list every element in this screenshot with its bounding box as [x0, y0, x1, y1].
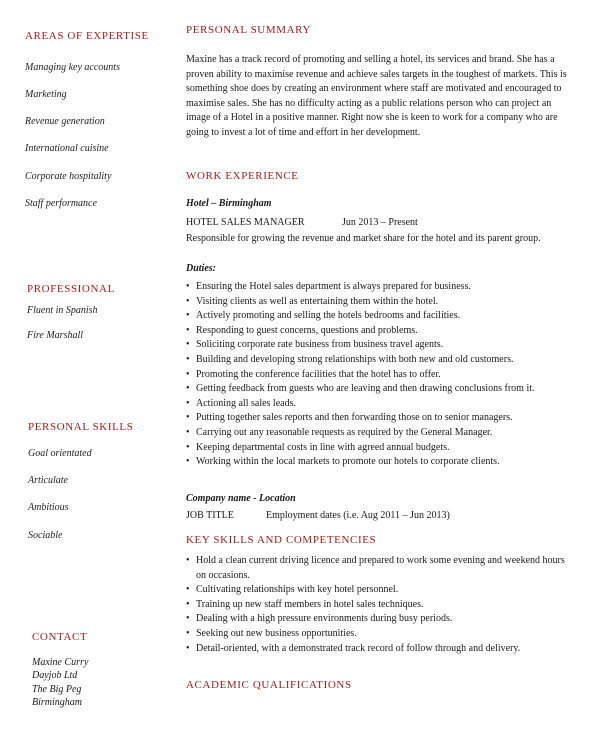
contact-heading: CONTACT	[32, 631, 88, 643]
work-experience-heading: WORK EXPERIENCE	[186, 170, 299, 182]
contact-list	[32, 656, 88, 710]
key-skill-item: • Hold a clean current driving licence and prepared to work some evening and weekend hours on occasions.	[186, 554, 566, 583]
job2-employer: Company name - Location	[186, 493, 296, 504]
key-skill-item: • Training up new staff members in hotel sales techniques.	[186, 598, 586, 613]
expertise-item: Staff performance	[25, 198, 97, 209]
skills-item: Sociable	[28, 530, 63, 541]
contact-name: Maxine Curry	[32, 657, 89, 668]
duty-item: • Soliciting corporate rate business from business travel agents.	[186, 338, 586, 353]
key-skill-item: • Cultivating relationships with key hotel personnel.	[186, 583, 586, 598]
expertise-heading: AREAS OF EXPERTISE	[25, 30, 149, 42]
professional-item: Fire Marshall	[27, 330, 84, 341]
duty-item: • Putting together sales reports and then forwarding those on to senior managers.	[186, 411, 586, 426]
skills-item: Articulate	[28, 475, 68, 486]
professional-heading: PROFESSIONAL	[27, 283, 115, 295]
duty-item: • Visiting clients as well as entertaining them within the hotel.	[186, 295, 586, 310]
expertise-item: Managing key accounts	[25, 62, 120, 73]
job2-title-row	[186, 510, 450, 521]
key-skills-list	[186, 554, 586, 656]
duty-item: • Ensuring the Hotel sales department is always prepared for business.	[186, 280, 586, 295]
duty-item: • Actioning all sales leads.	[186, 397, 586, 412]
job1-dates: Jun 2013 – Present	[342, 217, 418, 228]
job1-title-row	[186, 217, 418, 228]
job1-responsibility: Responsible for growing the revenue and market share for the hotel and its parent group.	[186, 233, 541, 244]
duty-item: • Actively promoting and selling the hotels bedrooms and facilities.	[186, 309, 586, 324]
summary-text: Maxine has a track record of promoting and selling a hotel, its services and brand. She has a proven ability to maximise revenue and achieve sales targets in the toughest of markets. This is something shoe does by creating an environment where staff are motivated and encouraged to maximise sales. She has no difficulty acting as a public relations person who can project an image of a Hotel in a positive manner. Right now she is keen to work for a company who are going to invest a lot of time and effort in her development.	[186, 54, 567, 138]
duty-item: • Keeping departmental costs in line with agreed annual budgets.	[186, 441, 586, 456]
duties-label: Duties:	[186, 263, 216, 274]
expertise-item: Revenue generation	[25, 116, 105, 127]
job2-title: JOB TITLE	[186, 510, 234, 521]
duties-list	[186, 280, 586, 470]
expertise-item: Marketing	[25, 89, 67, 100]
skills-item: Goal orientated	[28, 448, 92, 459]
academic-heading: ACADEMIC QUALIFICATIONS	[186, 679, 352, 691]
key-skill-item: • Dealing with a high pressure environments during busy periods.	[186, 612, 586, 627]
job1-title: HOTEL SALES MANAGER	[186, 217, 305, 228]
contact-address: The Big Peg	[32, 683, 82, 695]
job2-dates: Employment dates (i.e. Aug 2011 – Jun 2013)	[266, 510, 450, 521]
job1-employer: Hotel – Birmingham	[186, 198, 272, 209]
summary-heading: PERSONAL SUMMARY	[186, 24, 312, 36]
duty-item: • Building and developing strong relationships with both new and old customers.	[186, 353, 586, 368]
key-skill-item: • Detail-oriented, with a demonstrated track record of follow through and delivery.	[186, 642, 586, 657]
contact-company: Dayjob Ltd	[32, 670, 78, 682]
professional-item: Fluent in Spanish	[27, 305, 98, 316]
duty-item: • Responding to guest concerns, questions and problems.	[186, 324, 586, 339]
duty-item: • Getting feedback from guests who are leaving and then drawing conclusions from it.	[186, 382, 586, 397]
expertise-item: International cuisine	[25, 143, 109, 154]
key-skill-item: • Seeking out new business opportunities.	[186, 627, 586, 642]
skills-heading: PERSONAL SKILLS	[28, 421, 134, 433]
duty-item: • Promoting the conference facilities that the hotel has to offer.	[186, 368, 586, 383]
contact-city: Birmingham	[32, 697, 82, 709]
duty-item: • Carrying out any reasonable requests as required by the General Manager.	[186, 426, 586, 441]
duty-item: • Working within the local markets to promote our hotels to corporate clients.	[186, 455, 586, 470]
key-skills-heading: KEY SKILLS AND COMPETENCIES	[186, 534, 377, 546]
skills-item: Ambitious	[28, 502, 69, 513]
expertise-item: Corporate hospitality	[25, 171, 112, 182]
